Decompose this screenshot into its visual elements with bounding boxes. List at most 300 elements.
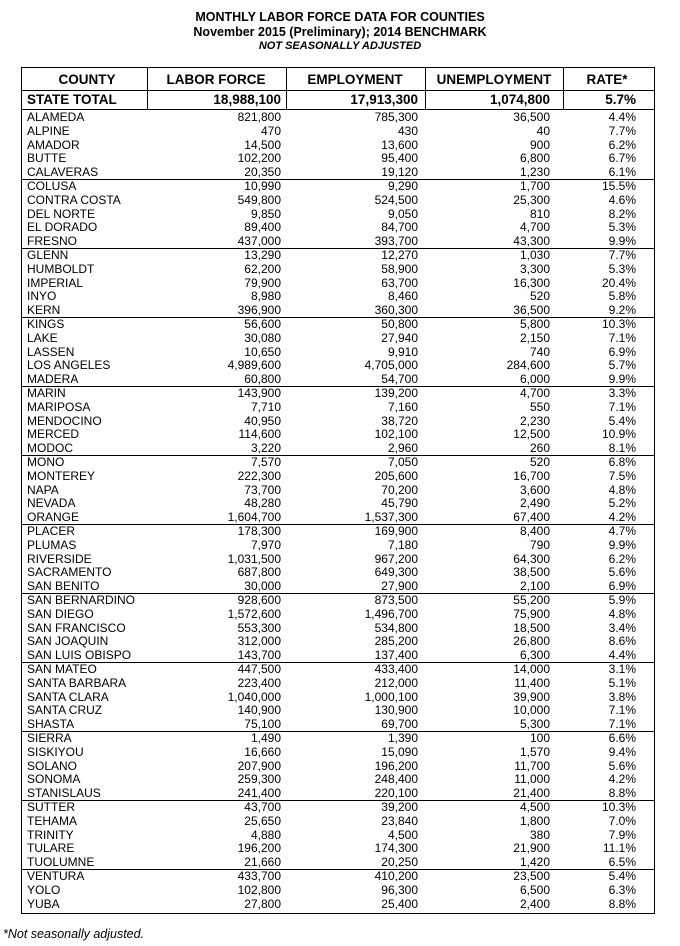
employment-value: 20,250 <box>381 855 418 870</box>
table-row <box>22 152 654 166</box>
table-row <box>22 539 654 553</box>
labor-force-value: 75,100 <box>244 717 281 732</box>
rate-value: 7.1% <box>608 717 636 732</box>
rate-value: 4.2% <box>608 772 636 787</box>
unemployment-value: 25,300 <box>513 192 550 207</box>
employment-value: 13,600 <box>381 137 418 152</box>
county-name: SONOMA <box>27 772 81 787</box>
unemployment-value: 36,500 <box>513 303 550 318</box>
column-divider <box>286 68 287 109</box>
employment-value: 649,300 <box>374 565 418 580</box>
county-name: SACRAMENTO <box>27 565 112 580</box>
table-row <box>22 691 654 705</box>
employment-value: 27,900 <box>381 579 418 594</box>
employment-value: 19,120 <box>381 165 418 180</box>
rate-value: 6.2% <box>608 551 636 566</box>
employment-value: 8,460 <box>387 289 418 304</box>
labor-force-value: 549,800 <box>237 192 281 207</box>
rate-value: 10.3% <box>601 800 636 814</box>
labor-force-value: 4,989,600 <box>227 358 281 373</box>
labor-force-value: 1,572,600 <box>227 606 281 621</box>
rate-value: 5.3% <box>608 261 636 276</box>
employment-value: 139,200 <box>374 386 418 400</box>
unemployment-value: 3,300 <box>519 261 550 276</box>
rate-value: 5.6% <box>608 758 636 773</box>
rate-value: 7.5% <box>608 468 636 483</box>
county-name: TEHAMA <box>27 813 78 828</box>
employment-value: 1,000,100 <box>364 689 418 704</box>
unemployment-value: 39,900 <box>513 689 550 704</box>
county-name: LAKE <box>27 330 58 345</box>
table-row <box>22 718 654 732</box>
table-row <box>22 746 654 760</box>
labor-force-value: 821,800 <box>237 110 281 124</box>
table-row <box>22 346 654 360</box>
rate-value: 10.3% <box>601 317 636 331</box>
labor-force-value: 7,570 <box>250 455 281 469</box>
employment-value: 27,940 <box>381 330 418 345</box>
rate-value: 11.1% <box>602 841 636 856</box>
labor-force-table <box>21 67 655 914</box>
labor-force-value: 470 <box>260 123 281 138</box>
unemployment-value: 740 <box>529 344 550 359</box>
employment-value: 430 <box>397 123 418 138</box>
county-name: COLUSA <box>27 179 77 193</box>
table-row <box>22 635 654 649</box>
rate-value: 5.6% <box>608 565 636 580</box>
county-name: VENTURA <box>27 869 85 883</box>
unemployment-value: 6,300 <box>519 648 550 663</box>
employment-value: 45,790 <box>381 496 418 511</box>
labor-force-value: 48,280 <box>244 496 281 511</box>
employment-value: 212,000 <box>374 675 418 690</box>
county-name: SAN DIEGO <box>27 606 94 621</box>
county-name: NAPA <box>27 482 59 497</box>
county-group <box>22 179 654 249</box>
county-name: CONTRA COSTA <box>27 192 121 207</box>
table-row <box>22 511 654 525</box>
table-row <box>22 456 654 470</box>
county-name: ALAMEDA <box>27 110 85 124</box>
employment-value: 15,090 <box>381 744 418 759</box>
labor-force-value: 241,400 <box>237 786 281 801</box>
county-group <box>22 869 654 916</box>
unemployment-value: 2,150 <box>519 330 550 345</box>
county-name: HUMBOLDT <box>27 261 95 276</box>
table-row <box>22 829 654 843</box>
county-name: MONO <box>27 455 65 469</box>
county-name: AMADOR <box>27 137 80 152</box>
table-row <box>22 208 654 222</box>
county-name: DEL NORTE <box>27 206 96 221</box>
labor-force-value: 396,900 <box>237 303 281 318</box>
table-row <box>22 249 654 263</box>
rate-value: 7.1% <box>608 399 636 414</box>
table-row <box>22 732 654 746</box>
rate-value: 3.8% <box>608 689 636 704</box>
labor-force-value: 178,300 <box>237 524 281 538</box>
page-subtitle: November 2015 (Preliminary); 2014 BENCHMARK <box>193 25 487 39</box>
rate-value: 4.8% <box>608 482 636 497</box>
labor-force-value: 114,600 <box>238 427 281 442</box>
labor-force-value: 102,200 <box>237 151 281 166</box>
table-row <box>22 470 654 484</box>
rate-value: 7.7% <box>608 123 636 138</box>
labor-force-value: 10,990 <box>244 179 281 193</box>
table-row <box>22 318 654 332</box>
table-row <box>22 415 654 429</box>
unemployment-value: 43,300 <box>513 234 550 249</box>
employment-value: 50,800 <box>381 317 418 331</box>
table-row <box>22 290 654 304</box>
employment-value: 84,700 <box>381 220 418 235</box>
employment-value: 873,500 <box>374 593 418 607</box>
labor-force-value: 7,710 <box>250 399 281 414</box>
employment-value: 4,500 <box>387 827 418 842</box>
table-row <box>22 194 654 208</box>
county-name: RIVERSIDE <box>27 551 92 566</box>
labor-force-value: 143,700 <box>237 648 281 663</box>
county-name: IMPERIAL <box>27 275 84 290</box>
county-name: SAN MATEO <box>27 662 97 676</box>
rate-value: 9.9% <box>608 537 636 552</box>
employment-value: 137,400 <box>374 648 418 663</box>
labor-force-value: 10,650 <box>244 344 281 359</box>
labor-force-value: 3,220 <box>250 441 281 456</box>
labor-force-value: 62,200 <box>244 261 281 276</box>
table-row <box>22 166 654 180</box>
unemployment-value: 11,000 <box>514 772 550 787</box>
rate-value: 3.4% <box>608 620 636 635</box>
county-name: MARIN <box>27 386 66 400</box>
rate-value: 4.8% <box>608 606 636 621</box>
county-group <box>22 455 654 525</box>
table-row <box>22 566 654 580</box>
unemployment-value: 64,300 <box>513 551 550 566</box>
unemployment-value: 2,400 <box>519 896 550 911</box>
rate-value: 3.3% <box>608 386 636 400</box>
county-name: PLUMAS <box>27 537 77 552</box>
county-name: MONTEREY <box>27 468 96 483</box>
employment-value: 102,100 <box>374 427 418 442</box>
county-name: YOLO <box>27 882 61 897</box>
unemployment-value: 900 <box>529 137 550 152</box>
state-total-row <box>22 90 654 110</box>
rate-value: 15.5% <box>601 179 636 193</box>
table-row <box>22 760 654 774</box>
table-row <box>22 332 654 346</box>
unemployment-value: 100 <box>529 731 550 745</box>
table-row <box>22 594 654 608</box>
table-row <box>22 428 654 442</box>
labor-force-value: 13,290 <box>244 248 281 262</box>
county-name: INYO <box>27 289 57 304</box>
unemployment-value: 11,700 <box>514 758 550 773</box>
labor-force-value: 928,600 <box>237 593 281 607</box>
rate-value: 7.1% <box>608 703 636 718</box>
unemployment-value: 75,900 <box>513 606 550 621</box>
unemployment-value: 790 <box>529 537 550 552</box>
county-name: SANTA CLARA <box>27 689 109 704</box>
county-group <box>22 317 654 387</box>
unemployment-value: 284,600 <box>506 358 550 373</box>
employment-value: 9,050 <box>387 206 418 221</box>
unemployment-value: 1,230 <box>519 165 550 180</box>
table-row <box>22 898 654 912</box>
rate-value: 9.9% <box>608 372 636 387</box>
county-name: NEVADA <box>27 496 76 511</box>
unemployment-value: 40 <box>536 123 550 138</box>
unemployment-value: 260 <box>529 441 550 456</box>
employment-value: 393,700 <box>374 234 418 249</box>
labor-force-value: 447,500 <box>237 662 281 676</box>
state-total-labor-force: 18,988,100 <box>213 92 281 107</box>
labor-force-value: 40,950 <box>244 413 281 428</box>
employment-value: 54,700 <box>381 372 418 387</box>
labor-force-value: 1,604,700 <box>227 510 281 525</box>
unemployment-value: 6,000 <box>519 372 550 387</box>
table-row <box>22 373 654 387</box>
county-name: SAN BERNARDINO <box>27 593 136 607</box>
unemployment-value: 18,500 <box>513 620 550 635</box>
county-name: BUTTE <box>27 151 67 166</box>
table-row <box>22 401 654 415</box>
county-name: MENDOCINO <box>27 413 102 428</box>
rate-value: 7.9% <box>608 827 636 842</box>
employment-value: 12,270 <box>381 248 418 262</box>
column-header-rate: RATE* <box>586 72 628 87</box>
county-name: SANTA BARBARA <box>27 675 127 690</box>
county-name: YUBA <box>27 896 60 911</box>
table-row <box>22 553 654 567</box>
table-row <box>22 856 654 870</box>
rate-value: 3.1% <box>608 662 636 676</box>
table-row <box>22 842 654 856</box>
unemployment-value: 5,300 <box>519 717 550 732</box>
employment-value: 9,910 <box>387 344 418 359</box>
state-total-unemployment: 1,074,800 <box>489 92 550 107</box>
unemployment-value: 55,200 <box>513 593 550 607</box>
table-row <box>22 442 654 456</box>
unemployment-value: 21,900 <box>513 841 550 856</box>
unemployment-value: 23,500 <box>513 869 550 883</box>
table-row <box>22 387 654 401</box>
rate-value: 8.6% <box>608 634 636 649</box>
employment-value: 1,537,300 <box>364 510 418 525</box>
labor-force-value: 4,880 <box>250 827 281 842</box>
column-divider <box>425 68 426 109</box>
labor-force-value: 102,800 <box>237 882 281 897</box>
labor-force-value: 89,400 <box>244 220 281 235</box>
labor-force-value: 7,970 <box>250 537 281 552</box>
state-total-label: STATE TOTAL <box>27 92 117 107</box>
rate-value: 8.2% <box>608 206 636 221</box>
employment-value: 130,900 <box>374 703 418 718</box>
labor-force-value: 21,660 <box>244 855 281 870</box>
county-group <box>22 386 654 456</box>
county-name: TULARE <box>27 841 75 856</box>
employment-value: 23,840 <box>381 813 418 828</box>
employment-value: 196,200 <box>374 758 418 773</box>
table-row <box>22 235 654 249</box>
rate-value: 7.0% <box>608 813 636 828</box>
page-note: NOT SEASONALLY ADJUSTED <box>258 40 422 52</box>
county-name: GLENN <box>27 248 69 262</box>
rate-value: 4.4% <box>608 110 636 124</box>
rate-value: 6.9% <box>608 344 636 359</box>
table-row <box>22 884 654 898</box>
labor-force-value: 140,900 <box>237 703 281 718</box>
rate-value: 6.1% <box>608 165 636 180</box>
county-name: SOLANO <box>27 758 78 773</box>
employment-value: 38,720 <box>381 413 418 428</box>
unemployment-value: 38,500 <box>513 565 550 580</box>
rate-value: 7.7% <box>608 248 636 262</box>
county-name: KINGS <box>27 317 65 331</box>
rate-value: 9.9% <box>608 234 636 249</box>
employment-value: 410,200 <box>374 869 418 883</box>
employment-value: 433,400 <box>374 662 418 676</box>
county-name: SISKIYOU <box>27 744 84 759</box>
labor-force-value: 30,080 <box>244 330 281 345</box>
county-name: SAN BENITO <box>27 579 100 594</box>
unemployment-value: 26,800 <box>513 634 550 649</box>
rate-value: 6.5% <box>608 855 636 870</box>
table-row <box>22 359 654 373</box>
labor-force-value: 30,000 <box>244 579 281 594</box>
employment-value: 4,705,000 <box>364 358 418 373</box>
rate-value: 4.2% <box>608 510 636 525</box>
county-group <box>22 731 654 801</box>
county-name: KERN <box>27 303 61 318</box>
unemployment-value: 1,800 <box>519 813 550 828</box>
labor-force-value: 259,300 <box>237 772 281 787</box>
table-row <box>22 484 654 498</box>
county-name: ORANGE <box>27 510 80 525</box>
county-group <box>22 524 654 594</box>
unemployment-value: 1,700 <box>519 179 550 193</box>
employment-value: 95,400 <box>381 151 418 166</box>
labor-force-value: 1,490 <box>250 731 281 745</box>
unemployment-value: 520 <box>529 455 550 469</box>
table-row <box>22 277 654 291</box>
county-name: MARIPOSA <box>27 399 91 414</box>
table-row <box>22 608 654 622</box>
table-row <box>22 870 654 884</box>
rate-value: 5.7% <box>608 358 636 373</box>
rate-value: 9.2% <box>608 303 636 318</box>
rate-value: 5.4% <box>608 869 636 883</box>
page-title: MONTHLY LABOR FORCE DATA FOR COUNTIES <box>195 10 485 24</box>
county-group <box>22 662 654 732</box>
employment-value: 96,300 <box>381 882 418 897</box>
employment-value: 1,390 <box>387 731 418 745</box>
employment-value: 285,200 <box>374 634 418 649</box>
employment-value: 58,900 <box>381 261 418 276</box>
unemployment-value: 6,800 <box>519 151 550 166</box>
employment-value: 39,200 <box>381 800 418 814</box>
unemployment-value: 16,700 <box>513 468 550 483</box>
employment-value: 7,160 <box>387 399 418 414</box>
county-group <box>22 110 654 180</box>
table-row <box>22 649 654 663</box>
table-row <box>22 773 654 787</box>
employment-value: 2,960 <box>387 441 418 456</box>
rate-value: 6.3% <box>608 882 636 897</box>
table-row <box>22 704 654 718</box>
labor-force-value: 196,200 <box>237 841 281 856</box>
employment-value: 7,180 <box>387 537 418 552</box>
county-name: EL DORADO <box>27 220 98 235</box>
unemployment-value: 1,420 <box>519 855 550 870</box>
table-row <box>22 125 654 139</box>
column-header-labor-force: LABOR FORCE <box>166 72 266 87</box>
unemployment-value: 10,000 <box>513 703 550 718</box>
unemployment-value: 4,500 <box>519 800 550 814</box>
rate-value: 5.3% <box>608 220 636 235</box>
labor-force-value: 16,660 <box>244 744 281 759</box>
labor-force-value: 553,300 <box>237 620 281 635</box>
county-group <box>22 800 654 870</box>
rate-value: 6.8% <box>608 455 636 469</box>
county-name: SAN JOAQUIN <box>27 634 109 649</box>
unemployment-value: 2,230 <box>519 413 550 428</box>
table-row <box>22 263 654 277</box>
table-row <box>22 525 654 539</box>
rate-value: 5.2% <box>608 496 636 511</box>
table-row <box>22 221 654 235</box>
labor-force-value: 433,700 <box>237 869 281 883</box>
rate-value: 8.1% <box>608 441 636 456</box>
table-row <box>22 580 654 594</box>
county-name: SIERRA <box>27 731 72 745</box>
county-name: SANTA CRUZ <box>27 703 103 718</box>
rate-value: 4.6% <box>608 192 636 207</box>
unemployment-value: 16,300 <box>513 275 550 290</box>
column-header-county: COUNTY <box>58 72 116 87</box>
county-name: LASSEN <box>27 344 75 359</box>
table-row <box>22 304 654 318</box>
unemployment-value: 67,400 <box>513 510 550 525</box>
employment-value: 220,100 <box>374 786 418 801</box>
unemployment-value: 36,500 <box>513 110 550 124</box>
employment-value: 9,290 <box>387 179 418 193</box>
unemployment-value: 8,400 <box>519 524 550 538</box>
column-header-employment: EMPLOYMENT <box>307 72 403 87</box>
column-divider <box>147 68 148 109</box>
labor-force-value: 73,700 <box>244 482 281 497</box>
employment-value: 7,050 <box>387 455 418 469</box>
state-total-rate: 5.7% <box>605 92 636 107</box>
employment-value: 169,900 <box>374 524 418 538</box>
employment-value: 524,500 <box>374 192 418 207</box>
labor-force-value: 1,040,000 <box>227 689 281 704</box>
table-row <box>22 111 654 125</box>
table-row <box>22 815 654 829</box>
rate-value: 10.9% <box>601 427 636 442</box>
column-divider <box>563 68 564 109</box>
employment-value: 785,300 <box>374 110 418 124</box>
employment-value: 1,496,700 <box>364 606 418 621</box>
unemployment-value: 1,030 <box>519 248 550 262</box>
employment-value: 534,800 <box>374 620 418 635</box>
unemployment-value: 4,700 <box>519 220 550 235</box>
unemployment-value: 4,700 <box>519 386 550 400</box>
state-total-employment: 17,913,300 <box>350 92 418 107</box>
unemployment-value: 3,600 <box>519 482 550 497</box>
labor-force-value: 312,000 <box>237 634 281 649</box>
county-group <box>22 248 654 318</box>
